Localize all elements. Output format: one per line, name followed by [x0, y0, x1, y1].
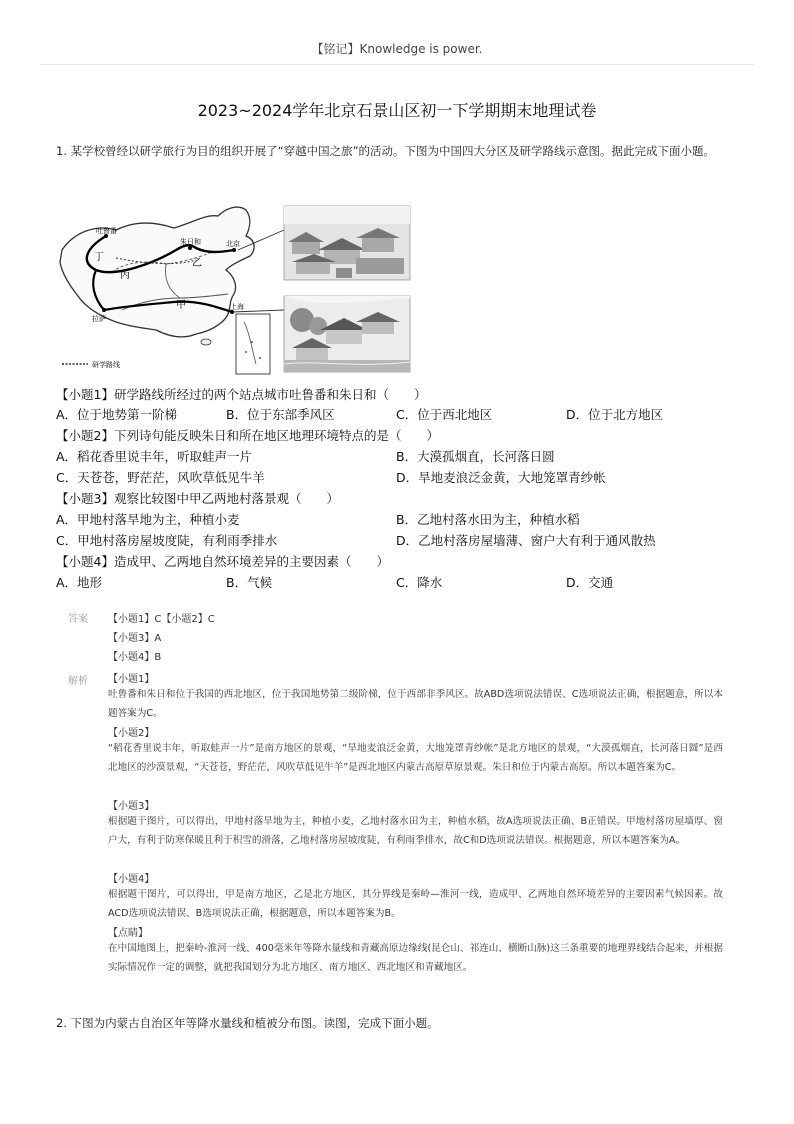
analysis-1-heading: 【小题1】	[108, 674, 155, 685]
subquestion-4: 【小题4】造成甲、乙两地自然环境差异的主要因素（ ）	[56, 554, 389, 569]
answer-line-2: 【小题3】A	[108, 633, 162, 644]
question-1-stem: 1. 某学校曾经以研学旅行为目的组织开展了“穿越中国之旅”的活动。下图为中国四大分区及研学路线示意图。据此完成下面小题。	[56, 144, 716, 158]
sq2-option-b[interactable]: B．大漠孤烟直，长河落日圆	[396, 449, 555, 464]
answer-line-3: 【小题4】B	[108, 652, 162, 663]
sq1-option-b[interactable]: B．位于东部季风区	[226, 407, 335, 422]
label-turpan: 吐鲁番	[96, 227, 117, 235]
label-yi: 乙	[192, 258, 202, 269]
sq4-option-c[interactable]: C．降水	[396, 575, 443, 590]
label-jia: 甲	[176, 300, 186, 311]
figure-map-and-photos	[56, 202, 426, 380]
china-regions-map	[56, 202, 426, 380]
answer-line-1: 【小题1】C【小题2】C	[108, 614, 215, 625]
legend-route-label: 研学路线	[92, 361, 120, 369]
subquestion-3: 【小题3】观察比较图中甲乙两地村落景观（ ）	[56, 491, 339, 506]
label-zhurihe: 朱日和	[180, 238, 201, 246]
subquestion-1: 【小题1】研学路线所经过的两个站点城市吐鲁番和朱日和（ ）	[56, 387, 427, 402]
label-ding: 丁	[94, 252, 104, 263]
village-photo-north	[284, 206, 410, 280]
analysis-3-text: 根据题干图片，可以得出，甲地村落旱地为主，种植小麦，乙地村落水田为主，种植水稻，故A选项说法正确、B正错误。甲地村落房屋墙厚、窗户大，有利于防寒保暖且利于积雪的滑落，乙地村落房屋坡度陡，有利雨季排水，故C和D选项说法错误。根据题意，所以本题答案为A。	[108, 816, 723, 846]
sq4-option-a[interactable]: A．地形	[56, 575, 103, 590]
analysis-2-heading: 【小题2】	[108, 728, 155, 739]
answer-label: 答案	[68, 614, 88, 625]
sq3-option-b[interactable]: B．乙地村落水田为主，种植水稻	[396, 512, 580, 527]
key-point-text: 在中国地图上，把秦岭-淮河一线、400毫米年等降水量线和青藏高原边缘线(昆仑山、祁连山、横断山脉)这三条重要的地理界线结合起来，并根据实际情况作一定的调整，就把我国划分为北方地区、南方地区、西北地区和青藏地区。	[108, 943, 723, 973]
sq2-option-d[interactable]: D．旱地麦浪泛金黄，大地笼罩青纱帐	[396, 470, 606, 485]
analysis-1-text: 吐鲁番和朱日和位于我国的西北地区，位于我国地势第二级阶梯，位于西部非季风区。故ABD选项说法错误、C选项说法正确，根据题意，所以本题答案为C。	[108, 689, 723, 719]
sq4-option-b[interactable]: B．气候	[226, 575, 273, 590]
analysis-4-heading: 【小题4】	[108, 874, 155, 885]
sq1-option-d[interactable]: D．位于北方地区	[566, 407, 664, 422]
sq1-option-c[interactable]: C．位于西北地区	[396, 407, 493, 422]
label-shanghai: 上海	[230, 303, 244, 311]
analysis-3-heading: 【小题3】	[108, 801, 155, 812]
analysis-2-text: “稻花香里说丰年，听取蛙声一片”是南方地区的景观，“旱地麦浪泛金黄，大地笼罩青纱帐”是北方地区的景观，“大漠孤烟直，长河落日圆”是西北地区的沙漠景观，“天苍苍，野茫茫，风吹草低见牛羊”是西北地区内蒙古高原草原景观。朱日和位于内蒙古高原。所以本题答案为C。	[108, 743, 723, 773]
sq3-option-d[interactable]: D．乙地村落房屋墙薄、窗户大有利于通风散热	[396, 533, 656, 548]
label-bing: 丙	[120, 270, 130, 281]
header-divider	[40, 64, 754, 65]
subquestion-2: 【小题2】下列诗句能反映朱日和所在地区地理环境特点的是（ ）	[56, 428, 439, 443]
sq2-option-a[interactable]: A．稻花香里说丰年，听取蛙声一片	[56, 449, 253, 464]
sq2-option-c[interactable]: C．天苍苍，野茫茫，风吹草低见牛羊	[56, 470, 265, 485]
label-beijing: 北京	[226, 240, 240, 248]
page-header: 【铭记】Knowledge is power.	[311, 42, 483, 56]
key-point-heading: 【点睛】	[108, 928, 148, 939]
analysis-4-text: 根据题干图片，可以得出，甲是南方地区，乙是北方地区，其分界线是秦岭—淮河一线，造成甲、乙两地自然环境差异的主要因素气候因素。故ACD选项说法错误、B选项说法正确，根据题意，所以本题答案为B。	[108, 889, 723, 919]
question-2-stem: 2. 下图为内蒙古自治区年等降水量线和植被分布图。读图，完成下面小题。	[56, 1016, 439, 1030]
page-title: 2023~2024学年北京石景山区初一下学期期末地理试卷	[197, 101, 597, 120]
sq4-option-d[interactable]: D．交通	[566, 575, 614, 590]
analysis-label: 解析	[68, 676, 88, 687]
sq3-option-a[interactable]: A．甲地村落旱地为主，种植小麦	[56, 512, 240, 527]
sq1-option-a[interactable]: A．位于地势第一阶梯	[56, 407, 178, 422]
village-photo-south	[284, 296, 410, 372]
sq3-option-c[interactable]: C．甲地村落房屋坡度陡，有利雨季排水	[56, 533, 278, 548]
label-lhasa: 拉萨	[92, 315, 106, 323]
